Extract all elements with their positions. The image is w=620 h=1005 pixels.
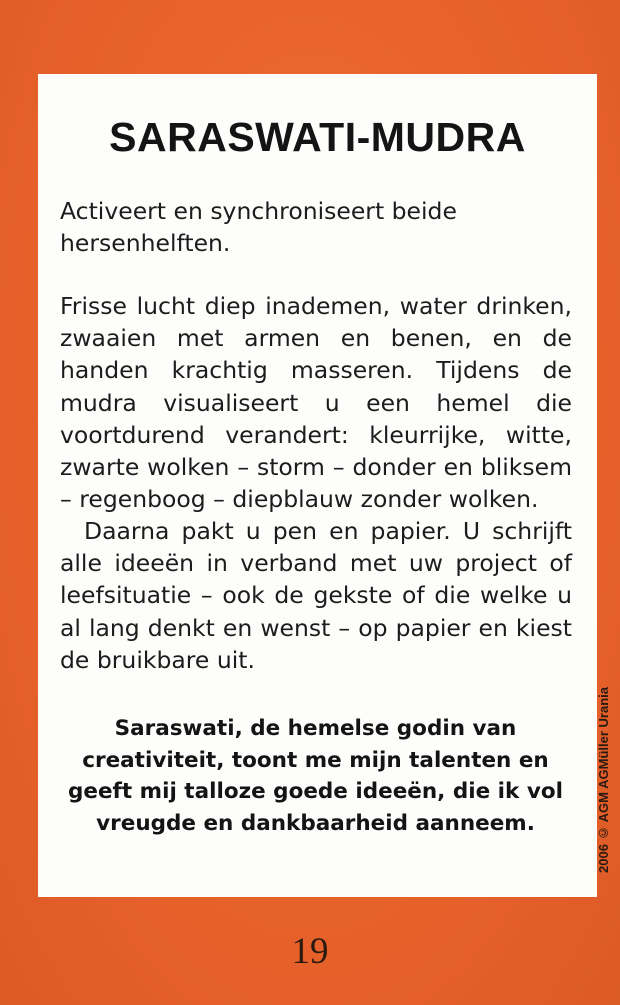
intro-text: Activeert en synchroniseert beide hersenhelften.: [60, 197, 457, 258]
instruction-paragraph-1: Frisse lucht diep inademen, water drinken, zwaaien met armen en benen, en de handen krachtig masseren. Tijdens de mudra visualiseert u een hemel die voortdurend verandert: kleurrijke, witte, zwarte wolken – storm – donder en bliksem – regenboog – diepblauw zonder wolken.: [60, 292, 572, 514]
copyright-notice: 2006 © AGM AGMüller Urania: [596, 687, 611, 873]
card-title: SARASWATI-MUDRA: [109, 114, 526, 160]
page-number: 19: [291, 931, 329, 972]
card-text-panel: [38, 74, 597, 897]
affirmation-text: Saraswati, de hemelse godin van creativiteit, toont me mijn talenten en geeft mij talloze goede ideeën, die ik vol vreugde en dankbaarheid aanneem.: [68, 716, 563, 836]
instruction-paragraph-2: Daarna pakt u pen en papier. U schrijft alle ideeën in verband met uw project of leefsituatie – ook de gekste of die welke u al lang denkt en wenst – op papier en kiest de bruikbare uit.: [60, 517, 572, 674]
